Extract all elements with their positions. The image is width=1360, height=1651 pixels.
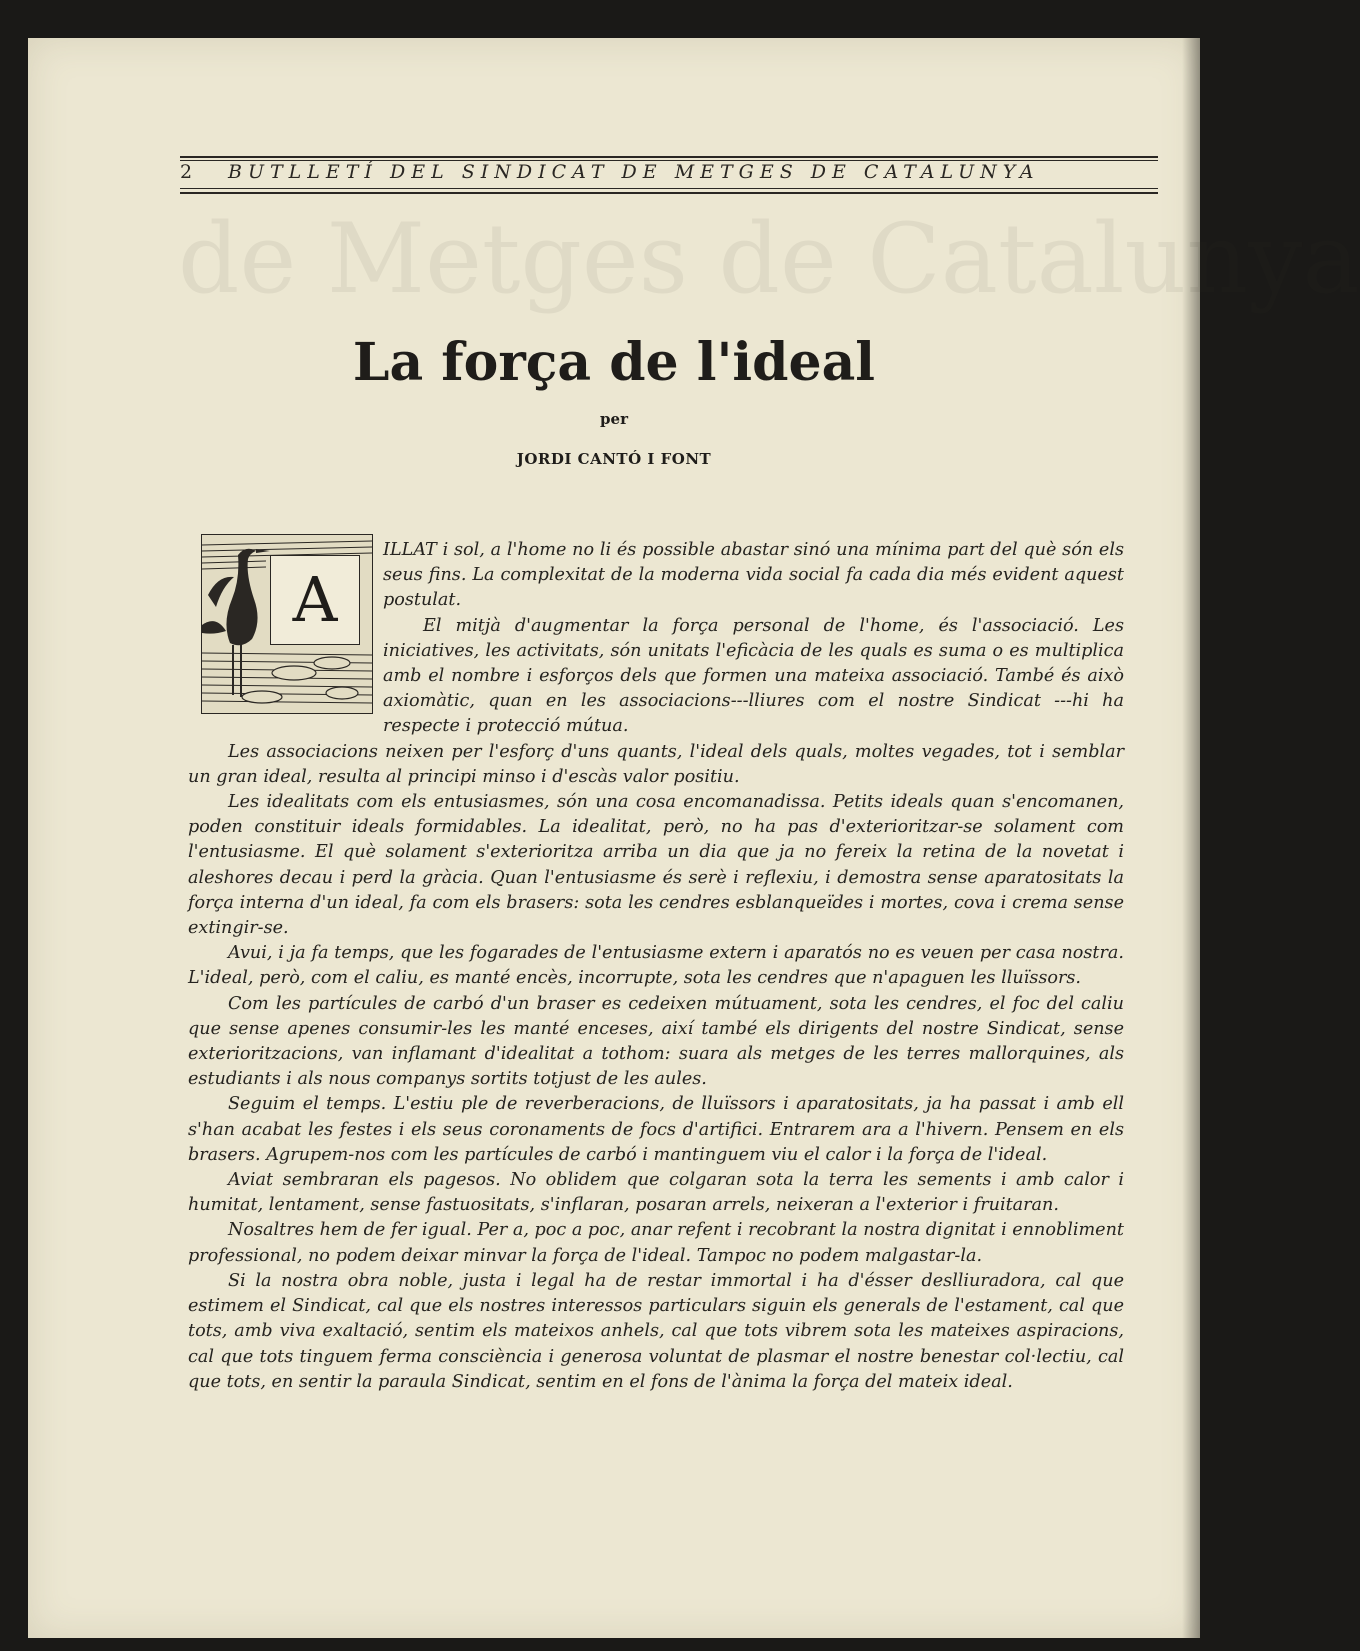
byline-label: per xyxy=(600,410,628,428)
drop-cap-letter: A xyxy=(270,555,360,645)
show-through-print: de Metges de Catalunya xyxy=(178,203,1360,315)
paragraph: Avui, i ja fa temps, que les fogarades de l'entusiasme extern i aparatós no es veuen per casa nostra. L'ideal, però, com el caliu, es manté encès, incorrupte, sota les cendres que n'apaguen les lluïssors. xyxy=(188,943,1124,989)
paragraph: Si la nostra obra noble, justa i legal ha de restar immortal i ha d'ésser deslliuradora, cal que estimem el Sindicat, cal que els nostres interessos particulars siguin els generals de l'estament, cal que tots, amb viva exaltació, sentim els mateixos anhels, cal que tots vibrem sota les mateixes aspiracions, cal que tots tinguem ferma consciència i generosa voluntat de plasmar el nostre benestar col·lectiu, cal que tots, en sentir la paraula Sindicat, sentim en el fons de l'ànima la força del mateix ideal. xyxy=(188,1270,1124,1392)
page-number: 2 xyxy=(180,161,193,183)
paragraph: El mitjà d'augmentar la força personal de l'home, és l'associació. Les iniciatives, les activitats, són unitats l'eficàcia de les quals es suma o es multiplica amb el nombre i esforços dels que formen una mateixa associació. També és això axiomàtic, quan en les associacions---lliures com el nostre Sindicat ---hi ha respecte i protecció mútua. xyxy=(383,615,1124,737)
paragraph: Aviat sembraran els pagesos. No oblidem que colgaran sota la terra les sements i amb calor i humitat, lentament, sense fastuositats, s'inflaran, posaran arrels, neixeran a l'exterior i fruitaran. xyxy=(188,1170,1124,1216)
paragraph: Com les partícules de carbó d'un braser es cedeixen mútuament, sota les cendres, el foc del caliu que sense apenes consumir-les les manté enceses, així també els dirigents del nostre Sindicat, sense exterioritzacions, van inflamant d'idealitat a tothom: suara als metges de les terres mallorquines, als estudiants i als nous companys sortits totjust de les aules. xyxy=(188,993,1124,1090)
paragraph: ILLAT i sol, a l'home no li és possible abastar sinó una mínima part del què són els seus fins. La complexitat de la moderna vida social fa cada dia més evident aquest postulat. xyxy=(383,540,1124,611)
running-header xyxy=(180,132,1158,194)
article-title: La força de l'ideal xyxy=(352,332,876,393)
paragraph: Nosaltres hem de fer igual. Per a, poc a poc, anar refent i recobrant la nostra dignitat i ennobliment professional, no podem deixar minvar la força de l'ideal. Tampoc no podem malgastar-la. xyxy=(188,1220,1124,1266)
paragraph: Seguim el temps. L'estiu ple de reverberacions, de lluïssors i aparatositats, ja ha passat i amb ell s'han acabat les festes i els seus coronaments de focs d'artifici. Entrarem ara a l'hivern. Pensem en els brasers. Agrupem-nos com les partícules de carbó i mantinguem viu el calor i la força de l'ideal. xyxy=(188,1094,1124,1165)
header-line xyxy=(180,161,1158,183)
binding-shadow xyxy=(1182,38,1200,1638)
header-rule-bottom-thin xyxy=(180,188,1158,189)
paragraph: Les associacions neixen per l'esforç d'uns quants, l'ideal dels quals, moltes vegades, tot i semblar un gran ideal, resulta al principi minso i d'escàs valor positiu. xyxy=(188,741,1124,787)
article-body xyxy=(188,538,1124,1395)
drop-cap-space xyxy=(188,538,383,721)
paragraph: Les idealitats com els entusiasmes, són una cosa encomanadissa. Petits ideals quan s'encomanen, poden constituir ideals formidables. La idealitat, però, no ha pas d'exterioritzar-se solament com l'entusiasme. El què solament s'exterioritza arriba un dia que ja no fereix la retina de la novetat i aleshores decau i perd la gràcia. Quan l'entusiasme és serè i reflexiu, i demostra sense aparatositats la força interna d'un ideal, fa com els brasers: sota les cendres esblanqueïdes i mortes, cova i crema sense extingir-se. xyxy=(188,792,1124,939)
header-rule-bottom xyxy=(180,192,1158,194)
article-author: JORDI CANTÓ I FONT xyxy=(516,450,712,468)
running-title: BUTLLETÍ DEL SINDICAT DE METGES DE CATALUNYA xyxy=(228,161,1040,183)
document-page xyxy=(28,38,1360,1638)
header-rule-top xyxy=(180,156,1158,158)
